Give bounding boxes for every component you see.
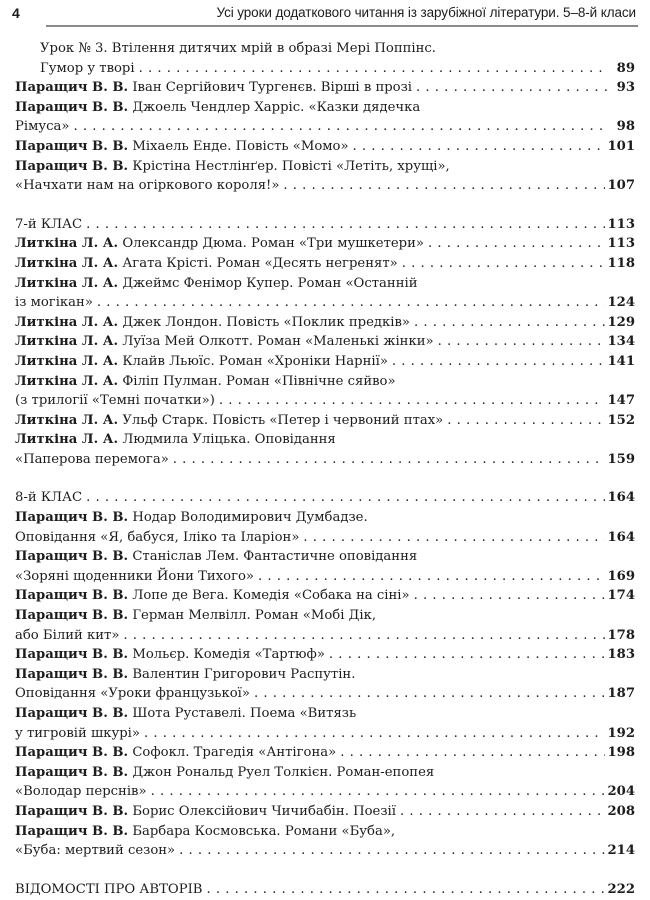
toc-entry[interactable] <box>15 332 635 352</box>
page-ref: 147 <box>607 393 635 409</box>
entry-text <box>15 547 417 567</box>
entry-text <box>15 137 349 157</box>
entry-author: Литкіна Л. А. <box>15 373 119 389</box>
toc-entry-line <box>15 411 635 431</box>
spacer <box>15 469 635 488</box>
entry-text <box>15 763 434 783</box>
toc-entry-line <box>15 78 635 98</box>
toc-entry[interactable] <box>15 372 635 411</box>
entry-text <box>15 78 412 98</box>
entry-title: Олександр Дюма. Роман «Три мушкетери» <box>118 236 424 252</box>
entry-title: Софокл. Трагедія «Антігона» <box>128 745 337 761</box>
entry-author: Паращич В. В. <box>15 158 129 174</box>
toc-entry-line <box>15 586 635 606</box>
section-title: 7-й КЛАС <box>15 216 83 232</box>
toc-entry[interactable] <box>15 411 635 431</box>
entry-title: або Білий кит» <box>15 627 120 643</box>
entry-author: Паращич В. В. <box>15 138 129 154</box>
entry-title: Крістіна Нестлінґер. Повісті «Летіть, хрущі», <box>128 158 450 174</box>
toc-entry-line <box>15 704 635 724</box>
entry-text <box>15 567 254 587</box>
page-ref: 98 <box>616 119 635 135</box>
toc-entry[interactable] <box>15 430 635 469</box>
toc-entry[interactable] <box>15 645 635 665</box>
page-header <box>0 0 650 30</box>
page-ref: 169 <box>607 568 635 584</box>
entry-title: Філіп Пулман. Роман «Північне сяйво» <box>118 373 396 389</box>
toc-section-about-authors[interactable] <box>15 880 635 900</box>
toc-entry-line <box>15 430 635 450</box>
entry-text <box>15 274 418 294</box>
toc-entry-line <box>15 782 635 802</box>
toc-entry-line <box>15 450 635 470</box>
entry-title: Валентин Григорович Распутін. <box>128 666 356 682</box>
page-ref: 208 <box>607 803 635 819</box>
entry-title: Міхаель Енде. Повість «Момо» <box>128 138 349 154</box>
toc-entry-line <box>15 724 635 744</box>
dot-leader <box>151 782 606 802</box>
entry-title: Луїза Мей Олкотт. Роман «Маленькі жінки» <box>118 334 434 350</box>
page-ref: 214 <box>607 843 635 859</box>
header-rule <box>46 25 638 27</box>
entry-title: Лопе де Вега. Комедія «Собака на сіні» <box>128 588 410 604</box>
entry-title: Урок № 3. Втілення дитячих мрій в образі Мері Поппінс. <box>40 41 436 56</box>
entry-author: Паращич В. В. <box>15 745 129 761</box>
entry-text <box>15 782 147 802</box>
dot-leader <box>428 234 605 254</box>
toc-entry[interactable] <box>15 39 635 78</box>
entry-author: Литкіна Л. А. <box>15 353 119 369</box>
entry-title: Оповідання «Я, бабуся, Іліко та Іларіон» <box>15 529 300 545</box>
entry-text <box>15 724 140 744</box>
toc-entry[interactable] <box>15 352 635 372</box>
entry-text <box>15 841 175 861</box>
toc-section-8th-grade[interactable] <box>15 488 635 508</box>
dot-leader <box>97 293 606 313</box>
toc-entry-line <box>15 39 635 59</box>
entry-title: Гумор у творі <box>40 60 135 76</box>
entry-text <box>15 586 410 606</box>
entry-author: Паращич В. В. <box>15 510 129 526</box>
entry-title: «Буба: мертвий сезон» <box>15 843 176 859</box>
dot-leader <box>400 802 606 822</box>
entry-text <box>15 372 396 392</box>
toc-entry-line <box>15 274 635 294</box>
page-ref: 164 <box>607 490 635 506</box>
entry-text <box>40 59 135 79</box>
toc-group-8th-grade <box>15 508 635 861</box>
toc-entry[interactable] <box>15 98 635 137</box>
entry-author: Паращич В. В. <box>15 588 129 604</box>
toc-entry-line <box>15 743 635 763</box>
table-of-contents <box>15 39 635 899</box>
entry-title: Герман Мелвілл. Роман «Мобі Дік, <box>128 608 377 624</box>
entry-title: «Паперова перемога» <box>15 451 169 467</box>
dot-leader <box>414 586 606 606</box>
spacer <box>15 196 635 215</box>
toc-entry[interactable] <box>15 274 635 313</box>
toc-entry-line <box>15 234 635 254</box>
entry-text <box>15 450 169 470</box>
entry-author: Паращич В. В. <box>15 80 129 96</box>
page-ref: 198 <box>607 745 635 761</box>
entry-text <box>15 684 250 704</box>
page-ref: 113 <box>607 216 635 232</box>
toc-entry[interactable] <box>15 313 635 333</box>
toc-section-7th-grade[interactable] <box>15 215 635 235</box>
entry-title: із могікан» <box>15 295 93 311</box>
spacer <box>15 861 635 880</box>
entry-title: «Начхати нам на огіркового короля!» <box>15 178 280 194</box>
entry-author: Паращич В. В. <box>15 823 129 839</box>
dot-leader <box>353 137 606 157</box>
toc-entry[interactable] <box>15 234 635 254</box>
entry-title: Джеймс Фенімор Купер. Роман «Останній <box>118 275 418 291</box>
entry-title: Джон Рональд Руел Толкієн. Роман-епопея <box>128 764 435 780</box>
toc-entry-line <box>15 841 635 861</box>
dot-leader <box>303 528 605 548</box>
dot-leader <box>123 626 605 646</box>
page-ref: 192 <box>607 725 635 741</box>
entry-author: Паращич В. В. <box>15 549 129 565</box>
toc-entry[interactable] <box>15 254 635 274</box>
entry-text <box>40 39 436 59</box>
entry-title: Іван Сергійович Тургенєв. Вірші в прозі <box>128 80 413 96</box>
page-ref: 141 <box>607 353 635 369</box>
entry-text <box>15 665 355 685</box>
toc-entry-line <box>15 626 635 646</box>
toc-entry-line <box>15 352 635 372</box>
page-ref: 183 <box>607 647 635 663</box>
dot-leader <box>144 724 606 744</box>
page-ref: 89 <box>616 60 635 76</box>
entry-author: Паращич В. В. <box>15 666 129 682</box>
entry-text <box>15 98 420 118</box>
toc-entry-line <box>15 59 635 79</box>
entry-author: Паращич В. В. <box>15 706 129 721</box>
entry-title: у тигровій шкурі» <box>15 725 140 741</box>
toc-entry-line <box>15 176 635 196</box>
toc-entry-line <box>15 391 635 411</box>
toc-entry[interactable] <box>15 822 635 861</box>
entry-title: Клайв Льюїс. Роман «Хроніки Нарнії» <box>118 353 388 369</box>
toc-entry-line <box>15 684 635 704</box>
toc-entry[interactable] <box>15 665 635 704</box>
entry-title: Шота Руставелі. Поема «Витязь <box>128 706 357 721</box>
toc-entry-line <box>15 763 635 783</box>
toc-entry[interactable] <box>15 78 635 98</box>
page-ref: 134 <box>607 334 635 350</box>
page-number: 4 <box>12 5 20 21</box>
entry-author: Литкіна Л. А. <box>15 334 119 350</box>
entry-text <box>15 430 336 450</box>
toc-entry-line <box>15 606 635 626</box>
page-ref: 164 <box>607 529 635 545</box>
entry-author: Паращич В. В. <box>15 608 129 624</box>
dot-leader <box>329 645 606 665</box>
toc-entry-line <box>15 547 635 567</box>
toc-group-6th-grade-continued <box>15 39 635 196</box>
entry-text <box>15 332 434 352</box>
entry-author: Паращич В. В. <box>15 764 129 780</box>
entry-title: Барбара Космовська. Романи «Буба», <box>128 823 396 839</box>
dot-leader <box>392 352 606 372</box>
toc-entry-line <box>15 117 635 137</box>
entry-text <box>15 743 336 763</box>
dot-leader <box>219 391 606 411</box>
entry-text <box>15 117 69 137</box>
entry-title: Станіслав Лем. Фантастичне оповідання <box>128 549 418 565</box>
entry-text <box>15 313 410 333</box>
toc-entry[interactable] <box>15 508 635 547</box>
page-ref: 159 <box>607 451 635 467</box>
page-ref: 204 <box>607 784 635 800</box>
entry-title: Джек Лондон. Повість «Поклик предків» <box>118 314 410 330</box>
section-title: ВІДОМОСТІ ПРО АВТОРІВ <box>15 881 203 897</box>
toc-entry-line <box>15 567 635 587</box>
toc-entry[interactable] <box>15 547 635 586</box>
entry-text <box>15 822 395 842</box>
page-ref: 178 <box>607 627 635 643</box>
toc-entry-line <box>15 822 635 842</box>
toc-entry[interactable] <box>15 704 635 743</box>
toc-entry-line <box>15 157 635 177</box>
page-ref: 113 <box>607 236 635 252</box>
toc-entry-line <box>15 372 635 392</box>
toc-entry-line <box>15 254 635 274</box>
entry-title: «Зоряні щоденники Йони Тихого» <box>15 568 254 584</box>
entry-text <box>15 157 450 177</box>
entry-text <box>15 606 376 626</box>
toc-entry[interactable] <box>15 763 635 802</box>
dot-leader <box>340 743 605 763</box>
dot-leader <box>254 684 606 704</box>
toc-entry-line <box>15 645 635 665</box>
entry-title: Мольєр. Комедія «Тартюф» <box>128 647 325 663</box>
entry-title: «Володар перснів» <box>15 784 147 800</box>
page-ref: 174 <box>607 588 635 604</box>
entry-text <box>15 352 388 372</box>
entry-text <box>15 293 93 313</box>
entry-title: Агата Крісті. Роман «Десять негренят» <box>118 255 398 271</box>
entry-author: Литкіна Л. А. <box>15 432 119 448</box>
page-ref: 118 <box>607 255 635 271</box>
toc-entry[interactable] <box>15 743 635 763</box>
page-ref: 124 <box>607 295 635 311</box>
dot-leader <box>86 215 605 235</box>
dot-leader <box>438 332 606 352</box>
dot-leader <box>179 841 605 861</box>
running-title: Усі уроки додаткового читання із зарубіжної літератури. 5–8-й класи <box>216 5 636 20</box>
toc-entry[interactable] <box>15 157 635 196</box>
toc-entry-line <box>15 332 635 352</box>
entry-text <box>15 391 215 411</box>
entry-title: Людмила Уліцька. Оповідання <box>118 432 336 448</box>
toc-entry-line <box>15 293 635 313</box>
entry-title: Рімуса» <box>15 119 70 135</box>
entry-title: Оповідання «Уроки французької» <box>15 686 250 702</box>
entry-title: (з трилогії «Темні початки») <box>15 393 215 409</box>
toc-entry-line <box>15 98 635 118</box>
entry-author: Паращич В. В. <box>15 647 129 663</box>
dot-leader <box>414 313 605 333</box>
entry-text <box>15 802 396 822</box>
entry-text <box>15 508 368 528</box>
entry-author: Литкіна Л. А. <box>15 255 119 271</box>
toc-entry-line <box>15 313 635 333</box>
entry-author: Паращич В. В. <box>15 803 129 819</box>
page-ref: 222 <box>607 881 635 897</box>
toc-entry-line <box>15 137 635 157</box>
entry-author: Литкіна Л. А. <box>15 275 119 291</box>
dot-leader <box>283 176 605 196</box>
toc-entry-line <box>15 508 635 528</box>
page-ref: 152 <box>607 412 635 428</box>
entry-author: Литкіна Л. А. <box>15 412 119 428</box>
page-ref: 101 <box>607 138 635 154</box>
toc-entry-line <box>15 665 635 685</box>
page-ref: 129 <box>607 314 635 330</box>
dot-leader <box>416 78 609 98</box>
page-ref: 93 <box>616 80 635 96</box>
entry-title: Борис Олексійович Чичибабін. Поезії <box>128 803 396 819</box>
entry-title: Джоель Чендлер Харріс. «Казки дядечка <box>128 99 421 115</box>
entry-author: Литкіна Л. А. <box>15 314 119 330</box>
dot-leader <box>447 411 605 431</box>
toc-entry[interactable] <box>15 137 635 157</box>
toc-entry-line <box>15 802 635 822</box>
dot-leader <box>139 59 609 79</box>
dot-leader <box>206 880 605 900</box>
entry-text <box>15 176 279 196</box>
entry-text <box>15 626 119 646</box>
entry-text <box>15 704 356 724</box>
toc-entry[interactable] <box>15 802 635 822</box>
entry-text <box>15 254 398 274</box>
toc-entry-line <box>15 528 635 548</box>
entry-author: Литкіна Л. А. <box>15 236 119 252</box>
toc-group-7th-grade <box>15 234 635 469</box>
dot-leader <box>258 567 605 587</box>
dot-leader <box>402 254 606 274</box>
entry-author: Паращич В. В. <box>15 99 129 115</box>
dot-leader <box>73 117 609 137</box>
page-ref: 107 <box>607 178 635 194</box>
dot-leader <box>173 450 606 470</box>
entry-title: Ульф Старк. Повість «Петер і червоний птах» <box>118 412 444 428</box>
dot-leader <box>86 488 605 508</box>
toc-entry[interactable] <box>15 586 635 606</box>
section-title: 8-й КЛАС <box>15 490 83 506</box>
page-ref: 187 <box>607 686 635 702</box>
entry-text <box>15 411 443 431</box>
toc-entry[interactable] <box>15 606 635 645</box>
entry-text <box>15 234 424 254</box>
entry-text <box>15 528 299 548</box>
entry-text <box>15 645 325 665</box>
entry-title: Нодар Володимирович Думбадзе. <box>128 510 368 526</box>
